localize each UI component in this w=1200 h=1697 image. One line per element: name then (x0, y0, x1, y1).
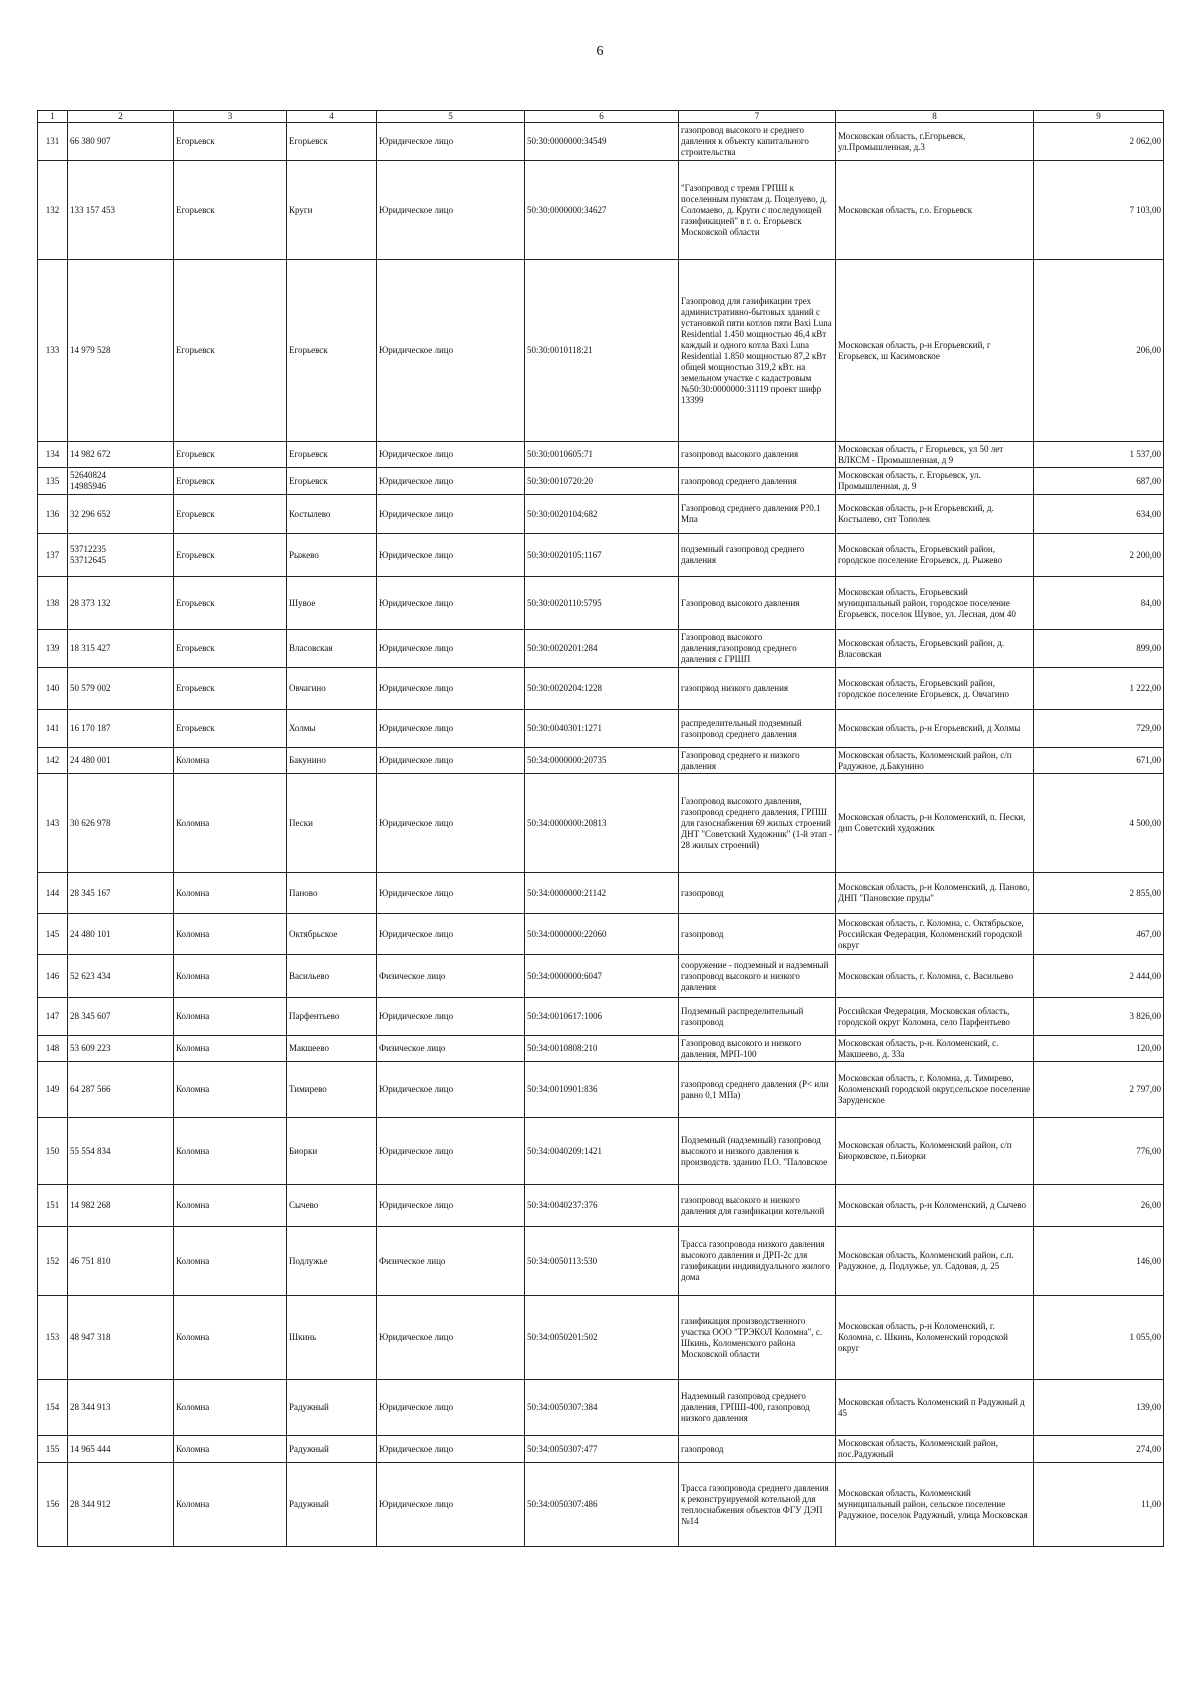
value: 2 855,00 (1034, 873, 1164, 914)
owner-type: Юридическое лицо (377, 577, 525, 630)
column-number: 4 (287, 111, 377, 123)
table-row (38, 1036, 1164, 1062)
owner-type: Юридическое лицо (377, 442, 525, 468)
object-description: газопрвод низкого давления (679, 668, 836, 710)
owner-type: Юридическое лицо (377, 668, 525, 710)
column-number: 5 (377, 111, 525, 123)
locality: Радужный (287, 1380, 377, 1436)
object-id: 30 626 978 (68, 774, 174, 873)
locality: Макшеево (287, 1036, 377, 1062)
address: Московская область, Егорьевский район, городское поселение Егорьевск, д. Овчагино (836, 668, 1034, 710)
address: Московская область Коломенский п Радужный д 45 (836, 1380, 1034, 1436)
value: 84,00 (1034, 577, 1164, 630)
cadastral-number: 50:30:0020204:1228 (525, 668, 679, 710)
object-id: 53 609 223 (68, 1036, 174, 1062)
table-row (38, 1227, 1164, 1296)
owner-type: Юридическое лицо (377, 161, 525, 260)
district: Коломна (174, 748, 287, 774)
object-id: 52640824 14985946 (68, 468, 174, 495)
row-number: 138 (38, 577, 68, 630)
column-number: 1 (38, 111, 68, 123)
table-row (38, 468, 1164, 495)
column-number: 9 (1034, 111, 1164, 123)
value: 1 222,00 (1034, 668, 1164, 710)
object-id: 16 170 187 (68, 710, 174, 748)
value: 26,00 (1034, 1185, 1164, 1227)
object-id: 24 480 101 (68, 914, 174, 955)
object-description: газификация производственного участка ООО "ТРЭКОЛ Коломна", с. Шкинь, Коломенского района Московской области (679, 1296, 836, 1380)
row-number: 142 (38, 748, 68, 774)
cadastral-number: 50:34:0040237:376 (525, 1185, 679, 1227)
district: Коломна (174, 873, 287, 914)
address: Московская область, р-н. Коломенский, с. Макшеево, д. 33а (836, 1036, 1034, 1062)
district: Егорьевск (174, 495, 287, 534)
object-description: газопровод (679, 914, 836, 955)
value: 634,00 (1034, 495, 1164, 534)
object-id: 18 315 427 (68, 630, 174, 668)
object-id: 28 373 132 (68, 577, 174, 630)
address: Московская область, г.Егорьевск, ул.Промышленная, д.3 (836, 123, 1034, 161)
locality: Костылево (287, 495, 377, 534)
table-body (38, 123, 1164, 1547)
address: Российская Федерация, Московская область, городской округ Коломна, село Парфентьево (836, 998, 1034, 1036)
locality: Егорьевск (287, 442, 377, 468)
value: 2 444,00 (1034, 955, 1164, 998)
address: Московская область, Егорьевский район, д. Власовская (836, 630, 1034, 668)
value: 2 200,00 (1034, 534, 1164, 577)
owner-type: Юридическое лицо (377, 774, 525, 873)
object-description: газопровод высокого и низкого давления для газификации котельной (679, 1185, 836, 1227)
object-id: 32 296 652 (68, 495, 174, 534)
column-number-row (38, 111, 1164, 123)
locality: Радужный (287, 1463, 377, 1547)
cadastral-number: 50:30:0010118:21 (525, 260, 679, 442)
district: Коломна (174, 1062, 287, 1118)
value: 2 797,00 (1034, 1062, 1164, 1118)
cadastral-number: 50:34:0000000:20735 (525, 748, 679, 774)
owner-type: Юридическое лицо (377, 998, 525, 1036)
row-number: 133 (38, 260, 68, 442)
owner-type: Юридическое лицо (377, 468, 525, 495)
object-id: 48 947 318 (68, 1296, 174, 1380)
table-row (38, 774, 1164, 873)
object-description: Газопровод для газификации трех административно-бытовых зданий с установкой пяти котлов пяти Baxi Luna Residential 1.450 мощностью 46,4 кВт каждый и одного котла Baxi Luna Residential 1.850 мощностью 87,2 кВт общей мощностью 319,2 кВт. на земельном участке с кадастровым №50:30:0000000:31119 проект шифр 13399 (679, 260, 836, 442)
locality: Шкинь (287, 1296, 377, 1380)
row-number: 145 (38, 914, 68, 955)
row-number: 141 (38, 710, 68, 748)
table-row (38, 123, 1164, 161)
owner-type: Юридическое лицо (377, 914, 525, 955)
owner-type: Юридическое лицо (377, 260, 525, 442)
row-number: 131 (38, 123, 68, 161)
cadastral-number: 50:34:0050307:384 (525, 1380, 679, 1436)
locality: Парфентьево (287, 998, 377, 1036)
address: Московская область, р-н Коломенский, д. Паново, ДНП "Пановские пруды" (836, 873, 1034, 914)
address: Московская область, г.о. Егорьевск (836, 161, 1034, 260)
object-description: Газопровод среднего и низкого давления (679, 748, 836, 774)
address: Московская область, р-н Егорьевский, д. Костылево, снт Тополек (836, 495, 1034, 534)
row-number: 149 (38, 1062, 68, 1118)
object-description: газопровод (679, 1436, 836, 1463)
row-number: 137 (38, 534, 68, 577)
object-description: сооружение - подземный и надземный газопровод высокого и низкого давления (679, 955, 836, 998)
row-number: 147 (38, 998, 68, 1036)
district: Егорьевск (174, 161, 287, 260)
object-description: Газопровод высокого давления (679, 577, 836, 630)
cadastral-number: 50:30:0010720:20 (525, 468, 679, 495)
column-number: 7 (679, 111, 836, 123)
table-row (38, 442, 1164, 468)
address: Московская область, г. Коломна, д. Тимирево, Коломенский городской округ,сельское поселение Заруденское (836, 1062, 1034, 1118)
table-row (38, 630, 1164, 668)
object-id: 46 751 810 (68, 1227, 174, 1296)
address: Московская область, Коломенский район, пос.Радужный (836, 1436, 1034, 1463)
object-description: газопровод (679, 873, 836, 914)
table-row (38, 914, 1164, 955)
district: Егорьевск (174, 260, 287, 442)
locality: Сычево (287, 1185, 377, 1227)
address: Московская область, Коломенский район, с.п. Радужное, д. Подлужье, ул. Садовая, д. 25 (836, 1227, 1034, 1296)
district: Егорьевск (174, 710, 287, 748)
column-number: 6 (525, 111, 679, 123)
row-number: 154 (38, 1380, 68, 1436)
locality: Власовская (287, 630, 377, 668)
owner-type: Юридическое лицо (377, 1380, 525, 1436)
address: Московская область, Егорьевский муниципальный район, городское поселение Егорьевск, поселок Шувое, ул. Лесная, дом 40 (836, 577, 1034, 630)
table-row (38, 1118, 1164, 1185)
table-row (38, 1380, 1164, 1436)
district: Егорьевск (174, 668, 287, 710)
owner-type: Юридическое лицо (377, 1436, 525, 1463)
column-number: 3 (174, 111, 287, 123)
owner-type: Физическое лицо (377, 955, 525, 998)
locality: Холмы (287, 710, 377, 748)
object-description: газопровод среднего давления (679, 468, 836, 495)
row-number: 155 (38, 1436, 68, 1463)
table-row (38, 161, 1164, 260)
district: Коломна (174, 914, 287, 955)
object-id: 28 344 913 (68, 1380, 174, 1436)
value: 1 537,00 (1034, 442, 1164, 468)
cadastral-number: 50:34:0000000:22060 (525, 914, 679, 955)
address: Московская область, р-н Коломенский, д Сычево (836, 1185, 1034, 1227)
address: Московская область, г. Коломна, с. Васильево (836, 955, 1034, 998)
table-row (38, 577, 1164, 630)
owner-type: Юридическое лицо (377, 710, 525, 748)
address: Московская область, г Егорьевск, ул 50 лет ВЛКСМ - Промышленная, д 9 (836, 442, 1034, 468)
row-number: 150 (38, 1118, 68, 1185)
table-row (38, 873, 1164, 914)
row-number: 135 (38, 468, 68, 495)
owner-type: Юридическое лицо (377, 1296, 525, 1380)
object-description: Подземный (надземный) газопровод высокого и низкого давления к производств. зданию П.О. "Паловское (679, 1118, 836, 1185)
locality: Паново (287, 873, 377, 914)
row-number: 153 (38, 1296, 68, 1380)
locality: Пески (287, 774, 377, 873)
district: Коломна (174, 955, 287, 998)
table-row (38, 955, 1164, 998)
table-row (38, 998, 1164, 1036)
address: Московская область, Егорьевский район, городское поселение Егорьевск, д. Рыжево (836, 534, 1034, 577)
value: 274,00 (1034, 1436, 1164, 1463)
cadastral-number: 50:34:0000000:6047 (525, 955, 679, 998)
object-id: 14 979 528 (68, 260, 174, 442)
locality: Октябрьское (287, 914, 377, 955)
cadastral-number: 50:30:0040301:1271 (525, 710, 679, 748)
cadastral-number: 50:34:0050113:530 (525, 1227, 679, 1296)
table-row (38, 1296, 1164, 1380)
value: 139,00 (1034, 1380, 1164, 1436)
district: Егорьевск (174, 123, 287, 161)
cadastral-number: 50:30:0000000:34627 (525, 161, 679, 260)
district: Коломна (174, 1036, 287, 1062)
cadastral-number: 50:30:0020105:1167 (525, 534, 679, 577)
owner-type: Юридическое лицо (377, 1463, 525, 1547)
row-number: 146 (38, 955, 68, 998)
address: Московская область, р-н Егорьевский, г Егорьевск, ш Касимовское (836, 260, 1034, 442)
row-number: 139 (38, 630, 68, 668)
object-description: Газопровод высокого давления,газопровод среднего давления с ГРШП (679, 630, 836, 668)
cadastral-number: 50:34:0010901:836 (525, 1062, 679, 1118)
object-id: 14 982 268 (68, 1185, 174, 1227)
row-number: 132 (38, 161, 68, 260)
object-id: 64 287 566 (68, 1062, 174, 1118)
column-number: 2 (68, 111, 174, 123)
district: Коломна (174, 1463, 287, 1547)
district: Егорьевск (174, 468, 287, 495)
owner-type: Юридическое лицо (377, 748, 525, 774)
locality: Егорьевск (287, 260, 377, 442)
object-description: "Газопровод с тремя ГРПШ к поселенным пунктам д. Поцелуево, д. Соломаево, д. Круги с последующей газификацией" в г. о. Егорьевск Московской области (679, 161, 836, 260)
object-description: Газопровод высокого и низкого давления, МРП-100 (679, 1036, 836, 1062)
value: 687,00 (1034, 468, 1164, 495)
cadastral-number: 50:30:0010605:71 (525, 442, 679, 468)
locality: Биорки (287, 1118, 377, 1185)
cadastral-number: 50:34:0050307:477 (525, 1436, 679, 1463)
cadastral-number: 50:34:0000000:21142 (525, 873, 679, 914)
cadastral-number: 50:34:0010808:210 (525, 1036, 679, 1062)
cadastral-number: 50:30:0020110:5795 (525, 577, 679, 630)
value: 4 500,00 (1034, 774, 1164, 873)
column-number: 8 (836, 111, 1034, 123)
object-id: 28 345 607 (68, 998, 174, 1036)
table-row (38, 1436, 1164, 1463)
district: Егорьевск (174, 442, 287, 468)
owner-type: Физическое лицо (377, 1227, 525, 1296)
object-description: Подземный распределительный газопровод (679, 998, 836, 1036)
address: Московская область, Коломенский район, с/п Биорковское, п.Биорки (836, 1118, 1034, 1185)
row-number: 144 (38, 873, 68, 914)
locality: Круги (287, 161, 377, 260)
table-row (38, 260, 1164, 442)
table-row (38, 1463, 1164, 1547)
locality: Шувое (287, 577, 377, 630)
object-id: 50 579 002 (68, 668, 174, 710)
district: Коломна (174, 774, 287, 873)
object-id: 14 965 444 (68, 1436, 174, 1463)
owner-type: Юридическое лицо (377, 1185, 525, 1227)
owner-type: Юридическое лицо (377, 1118, 525, 1185)
value: 729,00 (1034, 710, 1164, 748)
value: 11,00 (1034, 1463, 1164, 1547)
table-row (38, 1062, 1164, 1118)
locality: Подлужье (287, 1227, 377, 1296)
owner-type: Юридическое лицо (377, 1062, 525, 1118)
district: Коломна (174, 998, 287, 1036)
cadastral-number: 50:30:0020201:284 (525, 630, 679, 668)
object-description: газопровод высокого давления (679, 442, 836, 468)
cadastral-number: 50:34:0000000:20813 (525, 774, 679, 873)
object-id: 66 380 907 (68, 123, 174, 161)
locality: Егорьевск (287, 123, 377, 161)
address: Московская область, Коломенский район, с/п Радужное, д.Бакунино (836, 748, 1034, 774)
object-description: Трасса газопровода низкого давления высокого давления и ДРП-2с для газификации индивидуального жилого дома (679, 1227, 836, 1296)
value: 776,00 (1034, 1118, 1164, 1185)
page-number: 6 (596, 44, 604, 59)
value: 3 826,00 (1034, 998, 1164, 1036)
locality: Бакунино (287, 748, 377, 774)
district: Коломна (174, 1118, 287, 1185)
owner-type: Юридическое лицо (377, 123, 525, 161)
row-number: 136 (38, 495, 68, 534)
object-description: Газопровод высокого давления, газопровод среднего давления, ГРПШ для газоснабжения 69 жилых строений ДНТ "Советский Художник" (1-й этап - 28 жилых строений) (679, 774, 836, 873)
object-description: распределительный подземный газопровод среднего давления (679, 710, 836, 748)
object-description: газопровод среднего давления (Р< или равно 0,1 МПа) (679, 1062, 836, 1118)
object-id: 52 623 434 (68, 955, 174, 998)
object-id: 133 157 453 (68, 161, 174, 260)
address: Московская область, г. Егорьевск, ул. Промышленная, д. 9 (836, 468, 1034, 495)
table-row (38, 710, 1164, 748)
object-id: 28 344 912 (68, 1463, 174, 1547)
locality: Овчагино (287, 668, 377, 710)
owner-type: Юридическое лицо (377, 630, 525, 668)
row-number: 156 (38, 1463, 68, 1547)
cadastral-number: 50:34:0050201:502 (525, 1296, 679, 1380)
cadastral-number: 50:30:0000000:34549 (525, 123, 679, 161)
cadastral-number: 50:34:0010617:1006 (525, 998, 679, 1036)
district: Егорьевск (174, 630, 287, 668)
district: Коломна (174, 1380, 287, 1436)
value: 467,00 (1034, 914, 1164, 955)
row-number: 140 (38, 668, 68, 710)
address: Московская область, р-н Коломенский, п. Пески, днп Советский художник (836, 774, 1034, 873)
value: 671,00 (1034, 748, 1164, 774)
object-id: 55 554 834 (68, 1118, 174, 1185)
table-row (38, 748, 1164, 774)
object-description: Надземный газопровод среднего давления, ГРПШ-400, газопровод низкого давления (679, 1380, 836, 1436)
address: Московская область, р-н Коломенский, г. Коломна, с. Шкинь, Коломенский городской округ (836, 1296, 1034, 1380)
register-table (37, 110, 1164, 1547)
object-description: Газопровод среднего давления Р?0.1 Мпа (679, 495, 836, 534)
object-description: Трасса газопровода среднего давления к реконструируемой котельной для теплоснабжения объектов ФГУ ДЭП №14 (679, 1463, 836, 1547)
district: Коломна (174, 1436, 287, 1463)
value: 206,00 (1034, 260, 1164, 442)
object-id: 53712235 53712645 (68, 534, 174, 577)
owner-type: Юридическое лицо (377, 534, 525, 577)
district: Коломна (174, 1227, 287, 1296)
district: Егорьевск (174, 534, 287, 577)
owner-type: Юридическое лицо (377, 873, 525, 914)
table-row (38, 534, 1164, 577)
object-id: 14 982 672 (68, 442, 174, 468)
value: 2 062,00 (1034, 123, 1164, 161)
cadastral-number: 50:34:0040209:1421 (525, 1118, 679, 1185)
district: Коломна (174, 1296, 287, 1380)
value: 146,00 (1034, 1227, 1164, 1296)
row-number: 143 (38, 774, 68, 873)
address: Московская область, Коломенский муниципальный район, сельское поселение Радужное, поселок Радужный, улица Московская (836, 1463, 1034, 1547)
object-description: газопровод высокого и среднего давления к объекту капитального строительства (679, 123, 836, 161)
row-number: 134 (38, 442, 68, 468)
owner-type: Юридическое лицо (377, 495, 525, 534)
district: Егорьевск (174, 577, 287, 630)
row-number: 151 (38, 1185, 68, 1227)
district: Коломна (174, 1185, 287, 1227)
object-description: подземный газопровод среднего давления (679, 534, 836, 577)
cadastral-number: 50:30:0020104:682 (525, 495, 679, 534)
address: Московская область, г. Коломна, с. Октябрьское, Российская Федерация, Коломенский городской округ (836, 914, 1034, 955)
owner-type: Физическое лицо (377, 1036, 525, 1062)
value: 7 103,00 (1034, 161, 1164, 260)
value: 899,00 (1034, 630, 1164, 668)
row-number: 148 (38, 1036, 68, 1062)
value: 120,00 (1034, 1036, 1164, 1062)
table-row (38, 668, 1164, 710)
locality: Тимирево (287, 1062, 377, 1118)
locality: Рыжево (287, 534, 377, 577)
cadastral-number: 50:34:0050307:486 (525, 1463, 679, 1547)
object-id: 28 345 167 (68, 873, 174, 914)
locality: Егорьевск (287, 468, 377, 495)
locality: Васильево (287, 955, 377, 998)
locality: Радужный (287, 1436, 377, 1463)
address: Московская область, р-н Егорьевский, д Холмы (836, 710, 1034, 748)
object-id: 24 480 001 (68, 748, 174, 774)
table-row (38, 495, 1164, 534)
value: 1 055,00 (1034, 1296, 1164, 1380)
row-number: 152 (38, 1227, 68, 1296)
table-row (38, 1185, 1164, 1227)
